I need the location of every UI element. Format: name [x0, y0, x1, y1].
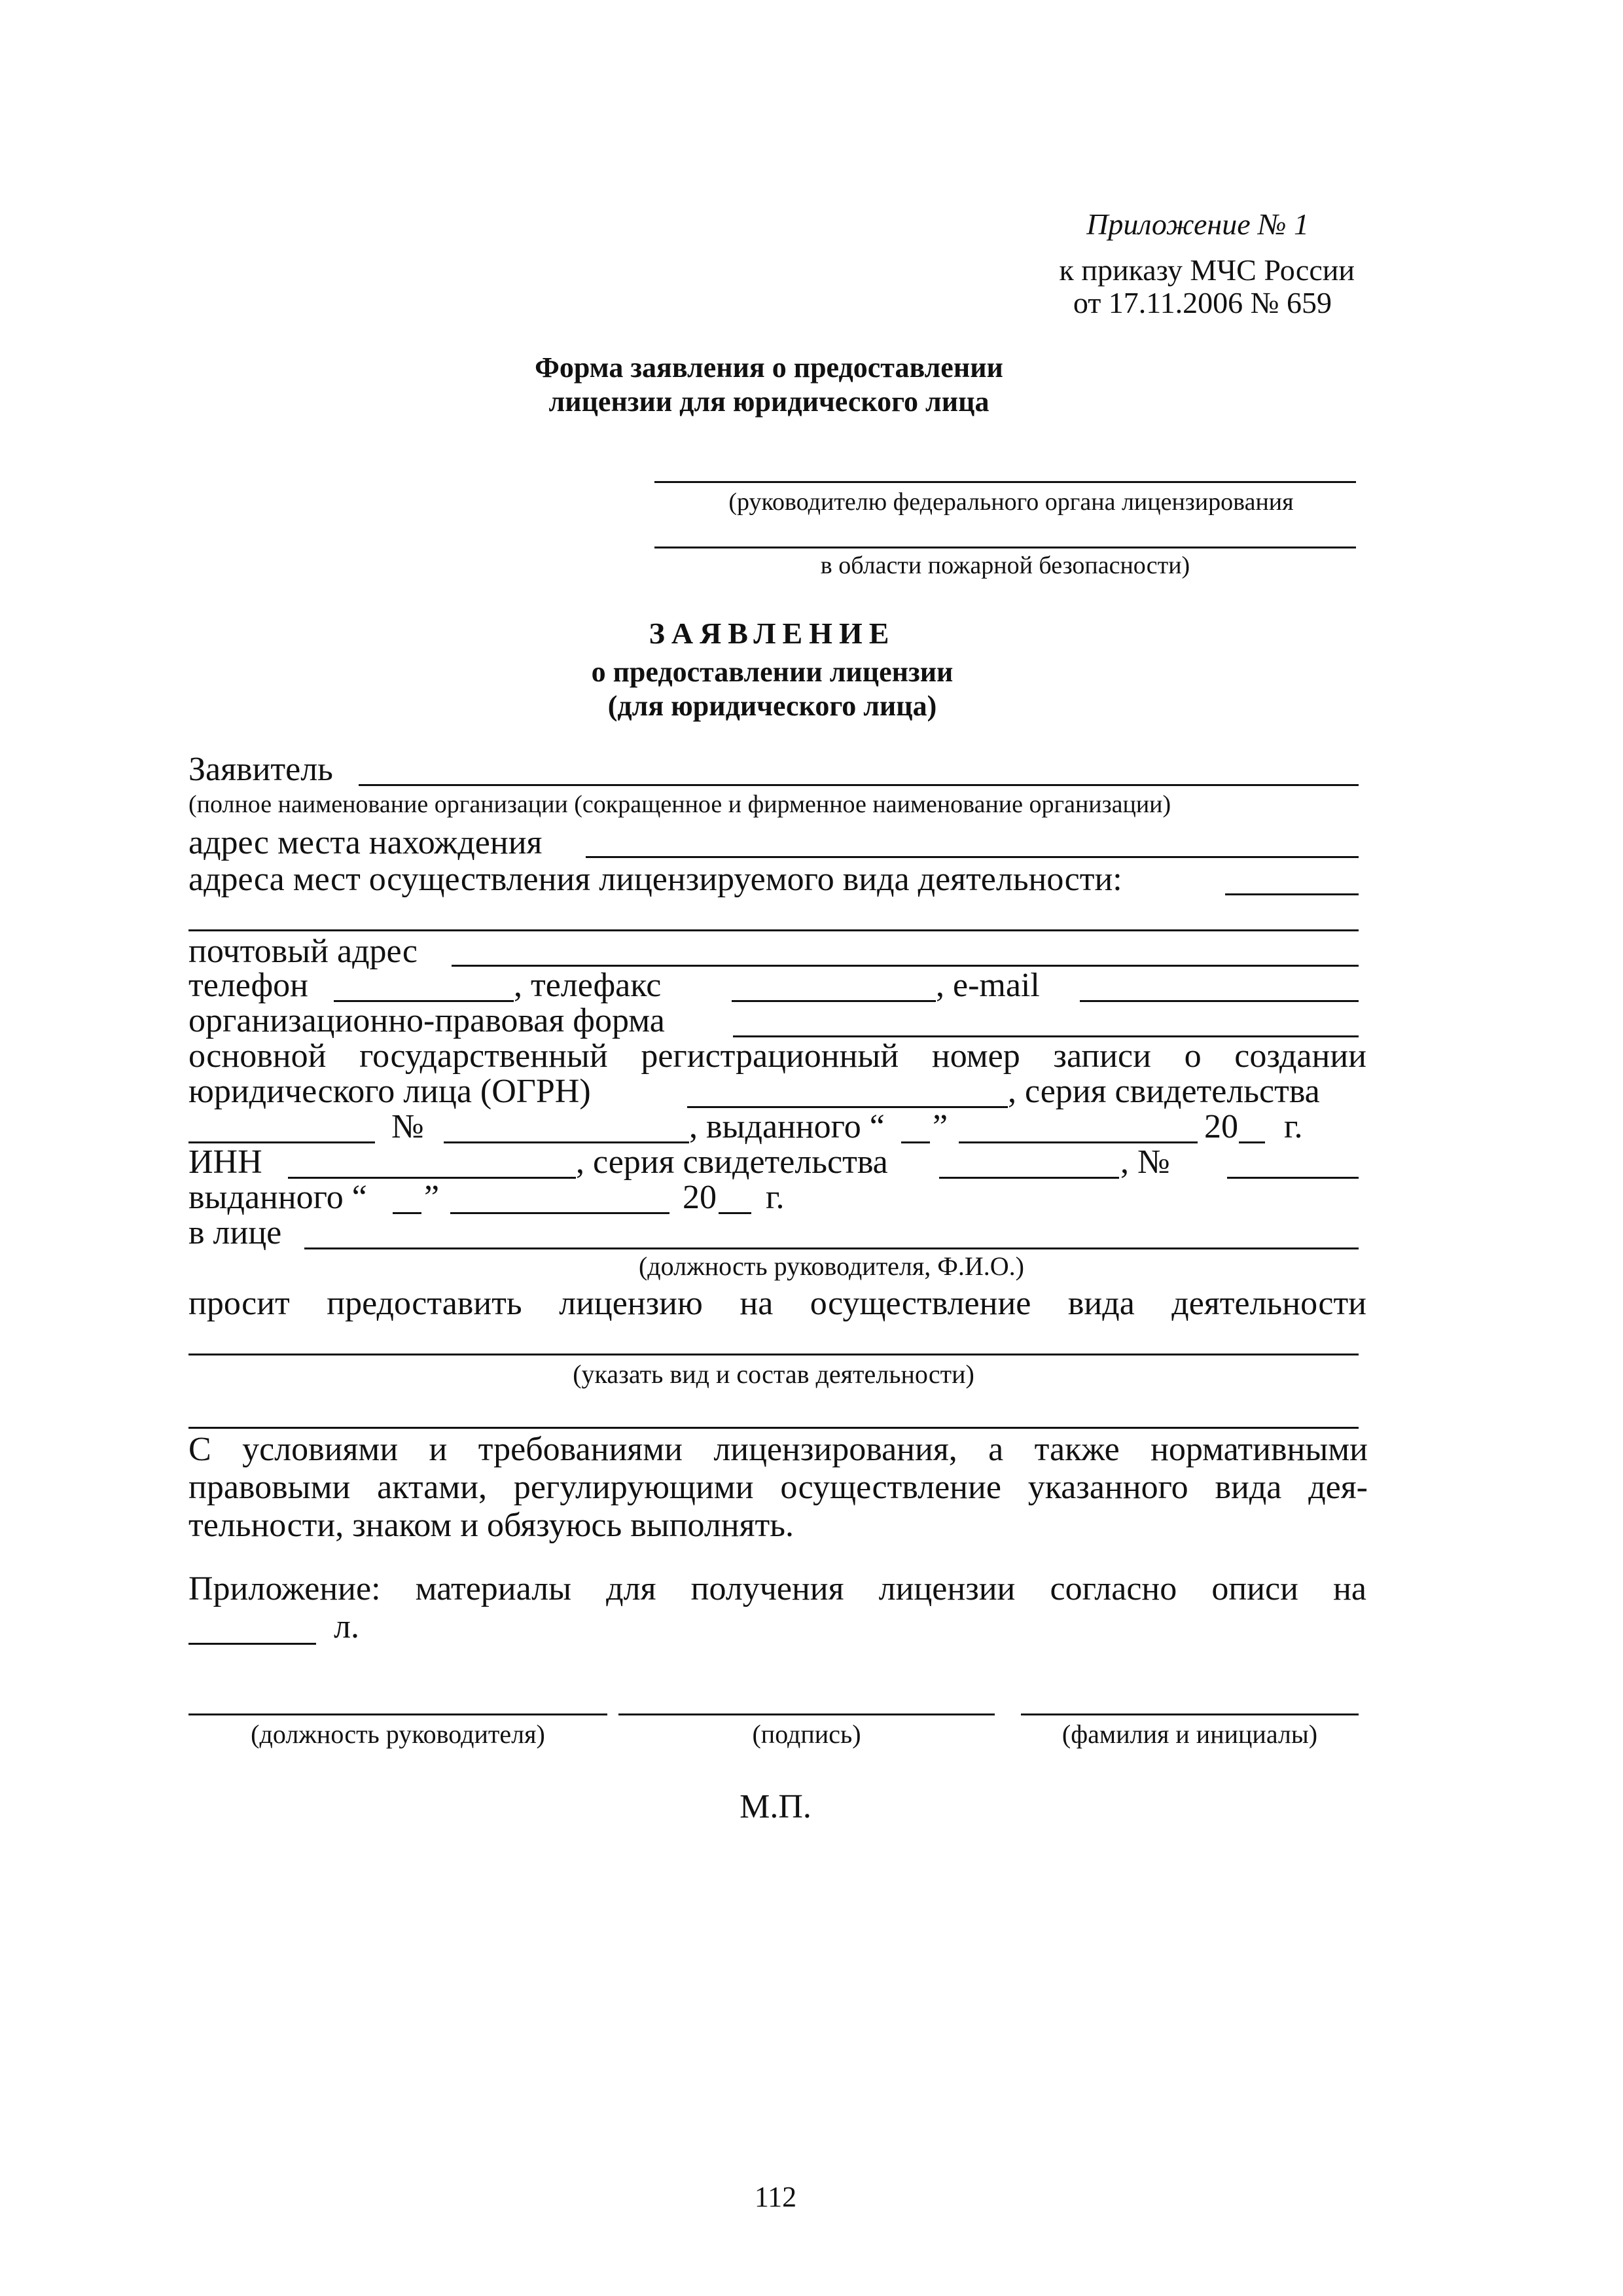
position-caption: (должность руководителя)	[251, 1719, 545, 1749]
activity-caption: (указать вид и состав деятельности)	[573, 1359, 974, 1389]
position-signature-field[interactable]	[188, 1713, 607, 1715]
activity-field-2[interactable]	[188, 1427, 1359, 1429]
inn-issued-month-field[interactable]	[450, 1212, 669, 1214]
conditions-paragraph	[188, 1431, 1368, 1545]
fax-label: , телефакс	[514, 967, 662, 1004]
request-text: просит предоставить лицензию на осуществление вида деятельности	[188, 1285, 1366, 1322]
issued-year-field[interactable]	[1239, 1141, 1265, 1143]
form-title-line2: лицензии для юридического лица	[548, 386, 990, 418]
appendix-label: Приложение № 1	[1086, 207, 1309, 241]
issued-year-prefix: 20	[1204, 1108, 1238, 1145]
represented-caption: (должность руководителя, Ф.И.О.)	[638, 1251, 1024, 1281]
addressee-caption-2: в области пожарной безопасности)	[820, 552, 1190, 579]
conditions-line-3: тельности, знаком и обязуюсь выполнять.	[188, 1507, 794, 1544]
statement-subtitle-2: (для юридического лица)	[607, 690, 937, 722]
signature-caption: (подпись)	[752, 1719, 861, 1749]
stamp-label: М.П.	[740, 1788, 812, 1825]
name-signature-field[interactable]	[1021, 1713, 1359, 1715]
fax-field[interactable]	[732, 1000, 936, 1002]
inn-issued-label: выданного “	[188, 1179, 367, 1216]
attachment-text: Приложение: материалы для получения лицензии согласно описи на	[188, 1570, 1366, 1607]
email-field[interactable]	[1080, 1000, 1359, 1002]
addressee-caption-1: (руководителю федерального органа лицензирования	[728, 488, 1294, 516]
issued-quote-close: ”	[933, 1108, 948, 1145]
form-title-line1: Форма заявления о предоставлении	[535, 351, 1003, 384]
conditions-line-2: правовыми актами, регулирующими осуществление указанного вида дея-	[188, 1469, 1368, 1506]
name-caption: (фамилия и инициалы)	[1061, 1719, 1318, 1749]
issued-label: , выданного “	[689, 1108, 885, 1145]
applicant-field[interactable]	[359, 784, 1359, 786]
order-date: от 17.11.2006 № 659	[1073, 286, 1332, 319]
inn-series-label: , серия свидетельства	[576, 1143, 888, 1181]
inn-number-label: , №	[1120, 1143, 1170, 1181]
activity-field[interactable]	[188, 1354, 1359, 1355]
postal-label: почтовый адрес	[188, 933, 418, 970]
location-label: адрес места нахождения	[188, 824, 543, 861]
represented-label: в лице	[188, 1214, 282, 1251]
inn-issued-quote-close: ”	[424, 1179, 440, 1216]
issued-year-suffix: г.	[1284, 1108, 1303, 1145]
applicant-caption: (полное наименование организации (сокращенное и фирменное наименование организации)	[188, 791, 1171, 818]
location-field[interactable]	[586, 856, 1359, 858]
inn-issued-year-suffix: г.	[766, 1179, 785, 1216]
email-label: , e-mail	[936, 967, 1040, 1004]
legal-form-label: организационно-правовая форма	[188, 1002, 665, 1039]
inn-issued-year-prefix: 20	[683, 1179, 717, 1216]
represented-field[interactable]	[304, 1247, 1359, 1249]
ogrn-line: основной государственный регистрационный номер записи о создании	[188, 1037, 1366, 1075]
activity-addresses-field-2[interactable]	[188, 929, 1359, 931]
signature-field[interactable]	[618, 1713, 995, 1715]
page-number: 112	[754, 2181, 797, 2213]
inn-number-field[interactable]	[1227, 1177, 1359, 1179]
inn-series-field[interactable]	[939, 1177, 1119, 1179]
statement-subtitle-1: о предоставлении лицензии	[591, 656, 954, 688]
applicant-label: Заявитель	[188, 751, 333, 788]
attachment-sheets-suffix: л.	[334, 1608, 359, 1645]
addressee-line-2[interactable]	[654, 547, 1356, 548]
addressee-line-1[interactable]	[654, 481, 1356, 483]
ogrn-label: юридического лица (ОГРН)	[188, 1073, 591, 1110]
certificate-number-sign: №	[391, 1108, 424, 1145]
phone-label: телефон	[188, 967, 308, 1004]
inn-issued-day-field[interactable]	[393, 1212, 421, 1214]
statement-title: ЗАЯВЛЕНИЕ	[649, 617, 896, 650]
issued-day-field[interactable]	[901, 1141, 930, 1143]
activity-addresses-field[interactable]	[1225, 893, 1359, 895]
conditions-line-1: С условиями и требованиями лицензирования, а также нормативными	[188, 1431, 1368, 1468]
activity-addresses-label: адреса мест осуществления лицензируемого вида деятельности:	[188, 861, 1122, 898]
attachment-sheets-field[interactable]	[188, 1643, 316, 1645]
order-reference: к приказу МЧС России	[1059, 253, 1355, 287]
certificate-series-label: , серия свидетельства	[1008, 1073, 1320, 1110]
inn-issued-year-field[interactable]	[719, 1212, 751, 1214]
inn-label: ИНН	[188, 1143, 262, 1181]
